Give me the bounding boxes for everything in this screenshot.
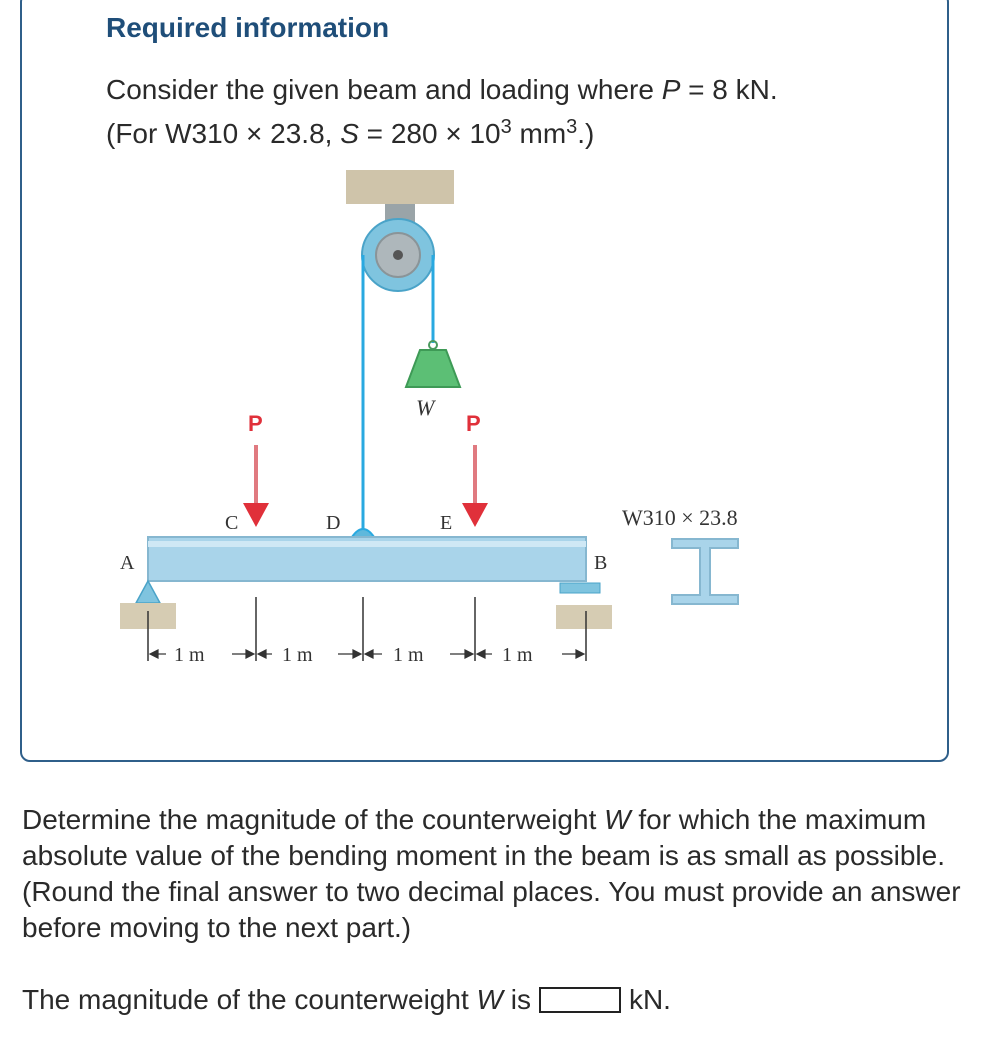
span-label-1: 1 m xyxy=(174,644,205,666)
beam-figure xyxy=(110,165,800,685)
span-label-4: 1 m xyxy=(502,644,533,666)
weight-label: W xyxy=(416,395,435,420)
load-arrow-right-icon xyxy=(462,503,488,527)
ceiling-support xyxy=(346,170,454,204)
roller-support-icon xyxy=(560,583,600,593)
cable-attachment xyxy=(352,529,374,537)
load-label-right: P xyxy=(466,411,481,436)
answer-row: The magnitude of the counterweight W is kN. xyxy=(22,982,671,1018)
question-text: Determine the magnitude of the counterweight W for which the maximum absolute value of the bending moment in the beam is as small as possible. (Round the final answer to two decimal places. You must provide an answer before moving to the next part.) xyxy=(22,804,961,943)
point-e-label: E xyxy=(440,512,453,534)
pulley-axle xyxy=(393,250,403,260)
intro-line-2: (For W310 × 23.8, $S = 280 \times 10^3$ $mm^3$.) xyxy=(106,116,595,149)
counterweight-answer-input[interactable] xyxy=(539,987,621,1013)
point-c-label: C xyxy=(225,512,239,534)
span-label-3: 1 m xyxy=(393,644,424,666)
counterweight-icon xyxy=(406,350,460,387)
load-label-left: P xyxy=(248,411,263,436)
point-a-label: A xyxy=(120,552,135,574)
span-label-2: 1 m xyxy=(282,644,313,666)
point-b-label: B xyxy=(594,552,608,574)
answer-unit: kN. xyxy=(628,984,671,1015)
intro-line-1: Consider the given beam and loading where P = 8 kN. xyxy=(106,74,778,105)
load-arrow-left-icon xyxy=(243,503,269,527)
point-d-label: D xyxy=(326,512,341,534)
panel-heading: Required information xyxy=(106,12,390,43)
problem-intro xyxy=(106,68,778,156)
wide-flange-section-icon xyxy=(672,539,738,604)
pin-support-icon xyxy=(136,581,160,603)
beam-highlight xyxy=(148,541,586,547)
ground-right xyxy=(556,605,612,629)
section-label: W310 × 23.8 xyxy=(622,505,738,530)
